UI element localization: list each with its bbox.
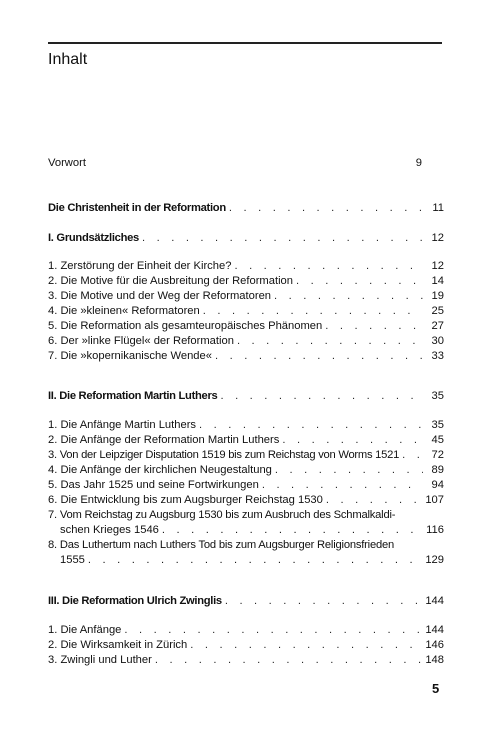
toc-label: Die Christenheit in der Reformation bbox=[48, 202, 226, 214]
leader-dots bbox=[274, 289, 423, 304]
toc-entry-z3[interactable] bbox=[48, 653, 444, 668]
toc-label: 1. Die Anfänge Martin Luthers bbox=[48, 419, 197, 431]
toc-page: 9 bbox=[415, 157, 422, 169]
leader-dots bbox=[325, 319, 423, 334]
toc-entry-l1[interactable] bbox=[48, 418, 444, 433]
toc-page: 14 bbox=[431, 275, 444, 287]
toc-label-line2: schen Krieges 1546 bbox=[60, 524, 159, 536]
toc-page: 107 bbox=[425, 494, 444, 506]
toc-entry-l8[interactable] bbox=[48, 538, 444, 568]
toc-label: 5. Das Jahr 1525 und seine Fortwirkungen bbox=[48, 479, 259, 491]
toc-entry-g4[interactable] bbox=[48, 304, 444, 319]
toc-entry-g7[interactable] bbox=[48, 349, 444, 364]
toc-entry-g2[interactable] bbox=[48, 274, 444, 289]
leader-dots bbox=[262, 478, 423, 493]
toc-label: 4. Die Anfänge der kirchlichen Neugestaltung bbox=[48, 464, 272, 476]
toc-entry-l6[interactable] bbox=[48, 493, 444, 508]
toc-label: 1. Zerstörung der Einheit der Kirche? bbox=[48, 260, 232, 272]
toc-label: III. Die Reformation Ulrich Zwinglis bbox=[48, 595, 222, 607]
toc-label: 3. Die Motive und der Weg der Reformatoren bbox=[48, 290, 272, 302]
toc-entry-l7[interactable] bbox=[48, 508, 444, 538]
toc-label: 2. Die Wirksamkeit in Zürich bbox=[48, 639, 188, 651]
toc-page: 89 bbox=[431, 464, 444, 476]
toc-page: 33 bbox=[431, 350, 444, 362]
toc-page: 148 bbox=[425, 654, 444, 666]
toc-page: 129 bbox=[425, 554, 444, 566]
toc-page: 144 bbox=[425, 624, 444, 636]
toc-label: 2. Die Motive für die Ausbreitung der Reformation bbox=[48, 275, 294, 287]
leader-dots bbox=[237, 334, 423, 349]
toc-entry-l2[interactable] bbox=[48, 433, 444, 448]
toc-label: 1. Die Anfänge bbox=[48, 624, 122, 636]
leader-dots bbox=[326, 493, 422, 508]
toc-label: I. Grundsätzliches bbox=[48, 232, 139, 244]
leader-dots bbox=[234, 259, 423, 274]
leader-dots bbox=[190, 638, 422, 653]
toc-entry-luther[interactable] bbox=[48, 389, 444, 404]
toc-page: 27 bbox=[431, 320, 444, 332]
toc-label-line1: 8. Das Luthertum nach Luthers Tod bis zum Augsburger Religionsfrieden bbox=[48, 539, 395, 551]
toc-label-line1: 7. Vom Reichstag zu Augsburg 1530 bis zum Ausbruch des Schmalkaldi- bbox=[48, 509, 396, 521]
leader-dots bbox=[199, 418, 423, 433]
toc-entry-vorwort[interactable] bbox=[48, 156, 444, 171]
toc-entry-grundsaetzliches[interactable] bbox=[48, 231, 444, 246]
toc-page: 35 bbox=[431, 419, 444, 431]
toc-page: 30 bbox=[431, 335, 444, 347]
leader-dots bbox=[282, 433, 423, 448]
leader-dots bbox=[203, 304, 423, 319]
leader-dots bbox=[162, 523, 423, 538]
toc-label: 7. Die »kopernikanische Wende« bbox=[48, 350, 212, 362]
toc-entry-l3[interactable] bbox=[48, 448, 444, 463]
page-number: 5 bbox=[432, 681, 440, 696]
leader-dots bbox=[296, 274, 423, 289]
leader-dots bbox=[229, 201, 423, 216]
toc-page: 25 bbox=[431, 305, 444, 317]
toc-entry-zwingli[interactable] bbox=[48, 594, 444, 609]
leader-dots bbox=[215, 349, 423, 364]
toc-page: 116 bbox=[426, 524, 444, 536]
toc-page: 45 bbox=[431, 434, 444, 446]
toc-label-line2: 1555 bbox=[60, 554, 85, 566]
toc-entry-christenheit[interactable] bbox=[48, 201, 444, 216]
toc-entry-l5[interactable] bbox=[48, 478, 444, 493]
toc-page: 19 bbox=[431, 290, 444, 302]
toc-entry-g1[interactable] bbox=[48, 259, 444, 274]
toc-label: 3. Von der Leipziger Disputation 1519 bis zum Reichstag von Worms 1521 bbox=[48, 449, 400, 461]
toc-entry-g5[interactable] bbox=[48, 319, 444, 334]
toc-entry-g6[interactable] bbox=[48, 334, 444, 349]
toc-page: 11 bbox=[432, 202, 444, 214]
toc-page: 146 bbox=[425, 639, 444, 651]
toc-page: 72 bbox=[431, 449, 444, 461]
toc-label: 6. Der »linke Flügel« der Reformation bbox=[48, 335, 234, 347]
toc-entry-g3[interactable] bbox=[48, 289, 444, 304]
page-title: Inhalt bbox=[48, 51, 88, 68]
toc-entry-l4[interactable] bbox=[48, 463, 444, 478]
leader-dots bbox=[220, 389, 423, 404]
toc-entry-z2[interactable] bbox=[48, 638, 444, 653]
toc-page: 12 bbox=[431, 260, 444, 272]
leader-dots bbox=[155, 653, 422, 668]
toc-label: II. Die Reformation Martin Luthers bbox=[48, 390, 218, 402]
leader-dots bbox=[142, 231, 423, 246]
toc-page: 12 bbox=[431, 232, 444, 244]
toc-page: 144 bbox=[425, 595, 444, 607]
leader-dots bbox=[124, 623, 422, 638]
leader-dots bbox=[225, 594, 423, 609]
toc-label: Vorwort bbox=[48, 157, 86, 169]
toc-label: 4. Die »kleinen« Reformatoren bbox=[48, 305, 200, 317]
leader-dots bbox=[275, 463, 423, 478]
toc-page: 94 bbox=[431, 479, 444, 491]
toc-page: 35 bbox=[431, 390, 444, 402]
header-rule bbox=[48, 42, 442, 44]
toc-label: 5. Die Reformation als gesamteuropäisches Phänomen bbox=[48, 320, 323, 332]
leader-dots bbox=[88, 553, 422, 568]
toc-label: 6. Die Entwicklung bis zum Augsburger Reichstag 1530 bbox=[48, 494, 323, 506]
toc-label: 2. Die Anfänge der Reformation Martin Luthers bbox=[48, 434, 280, 446]
toc-label: 3. Zwingli und Luther bbox=[48, 654, 152, 666]
leader-dots bbox=[402, 448, 423, 463]
toc-entry-z1[interactable] bbox=[48, 623, 444, 638]
